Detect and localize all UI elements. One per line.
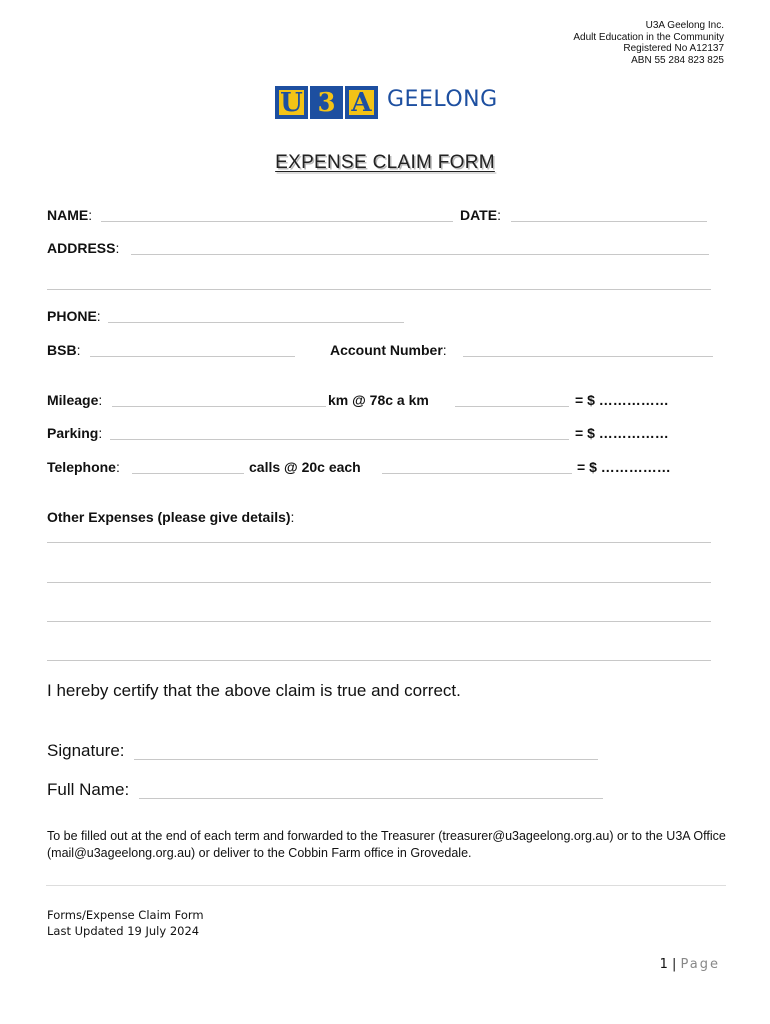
date-field[interactable] bbox=[511, 221, 707, 222]
bsb-field[interactable] bbox=[90, 356, 295, 357]
last-updated: Last Updated 19 July 2024 bbox=[47, 924, 200, 938]
telephone-calls-field[interactable] bbox=[132, 473, 244, 474]
mileage-amount-field[interactable] bbox=[455, 406, 569, 407]
other-expenses-line[interactable] bbox=[47, 660, 711, 661]
document-path: Forms/Expense Claim Form bbox=[47, 908, 204, 922]
account-number-field[interactable] bbox=[463, 356, 713, 357]
submission-instructions: To be filled out at the end of each term and forwarded to the Treasurer (treasurer@u3ageelong.org.au) or to the U3A Office (mail@u3ageelong.org.au) or deliver to the Cobbin Farm office in Grovedale. bbox=[47, 829, 726, 860]
other-expenses-line[interactable] bbox=[47, 582, 711, 583]
logo-wordmark: GEELONG bbox=[387, 87, 498, 112]
organisation-details bbox=[573, 20, 724, 66]
logo-letter-box bbox=[345, 86, 378, 119]
parking-field[interactable] bbox=[110, 439, 569, 440]
phone-field[interactable] bbox=[108, 322, 404, 323]
other-expenses-line[interactable] bbox=[47, 621, 711, 622]
full-name-label: Full Name: bbox=[47, 780, 130, 799]
org-tagline: Adult Education in the Community bbox=[573, 31, 724, 43]
name-label: NAME: bbox=[47, 207, 93, 223]
logo-letter-box bbox=[275, 86, 308, 119]
page-label: Page bbox=[680, 957, 720, 972]
logo-letter: 3 bbox=[312, 88, 341, 117]
telephone-label: Telephone: bbox=[47, 459, 120, 475]
mileage-label: Mileage: bbox=[47, 392, 103, 408]
page-number bbox=[660, 957, 720, 972]
mileage-rate-label: km @ 78c a km bbox=[328, 392, 429, 408]
name-field[interactable] bbox=[101, 221, 453, 222]
page-separator: | bbox=[671, 957, 677, 972]
certification-statement: I hereby certify that the above claim is true and correct. bbox=[47, 681, 461, 700]
parking-total: = $ …………… bbox=[575, 425, 669, 441]
mileage-km-field[interactable] bbox=[112, 406, 326, 407]
telephone-total: = $ …………… bbox=[577, 459, 671, 475]
bsb-label: BSB: bbox=[47, 342, 81, 358]
page-number-value: 1 bbox=[659, 957, 668, 972]
signature-label: Signature: bbox=[47, 741, 125, 760]
signature-field[interactable] bbox=[134, 759, 598, 760]
telephone-amount-field[interactable] bbox=[382, 473, 572, 474]
logo-letter: A bbox=[349, 90, 374, 115]
footer-divider bbox=[46, 885, 726, 886]
u3a-geelong-logo bbox=[275, 86, 505, 122]
other-expenses-line[interactable] bbox=[47, 542, 711, 543]
org-name: U3A Geelong Inc. bbox=[645, 20, 724, 31]
phone-label: PHONE: bbox=[47, 308, 101, 324]
document-footer bbox=[47, 907, 204, 939]
address-label: ADDRESS: bbox=[47, 240, 120, 256]
org-abn: ABN 55 284 823 825 bbox=[631, 54, 724, 66]
full-name-field[interactable] bbox=[139, 798, 603, 799]
address-field-line-2[interactable] bbox=[47, 289, 711, 290]
account-number-label: Account Number: bbox=[330, 342, 447, 358]
logo-letter-box bbox=[310, 86, 343, 119]
telephone-rate-label: calls @ 20c each bbox=[249, 459, 361, 475]
logo-letter: U bbox=[280, 87, 303, 118]
parking-label: Parking: bbox=[47, 425, 103, 441]
form-title: EXPENSE CLAIM FORM bbox=[275, 152, 495, 173]
address-field[interactable] bbox=[131, 254, 709, 255]
mileage-total: = $ …………… bbox=[575, 392, 669, 408]
other-expenses-label: Other Expenses (please give details): bbox=[47, 509, 295, 525]
date-label: DATE: bbox=[460, 207, 501, 223]
org-registration: Registered No A12137 bbox=[623, 43, 724, 54]
